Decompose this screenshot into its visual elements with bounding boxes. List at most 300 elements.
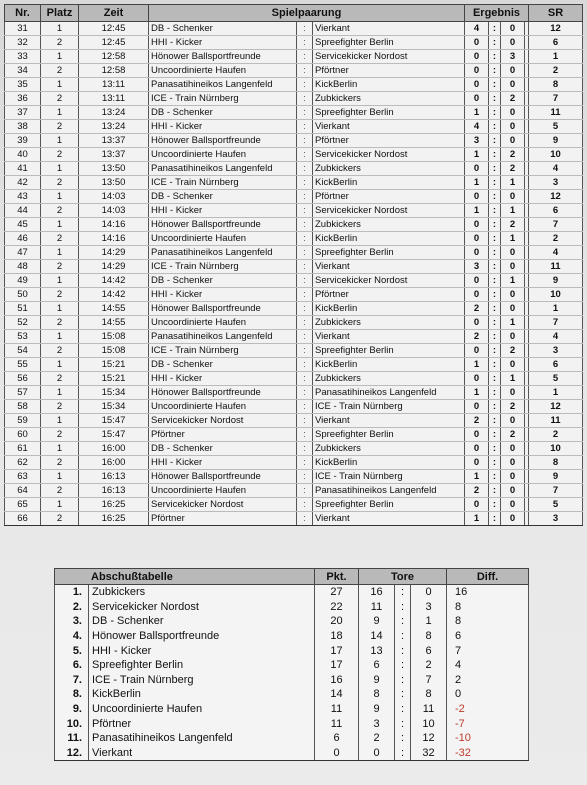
match-time: 13:11: [79, 92, 149, 106]
points: 20: [315, 614, 359, 629]
home-team: Hönower Ballsportfreunde: [149, 470, 297, 484]
referee-number: 11: [529, 260, 583, 274]
rank: 10.: [55, 716, 89, 731]
away-team: Vierkant: [313, 260, 465, 274]
goals-against: 3: [411, 600, 447, 615]
score-colon: :: [489, 386, 501, 400]
referee-number: 1: [529, 386, 583, 400]
away-score: 3: [501, 50, 525, 64]
pairing-separator: :: [297, 218, 313, 232]
match-field: 2: [41, 120, 79, 134]
away-score: 0: [501, 190, 525, 204]
match-field: 2: [41, 176, 79, 190]
pairing-separator: :: [297, 274, 313, 288]
referee-number: 12: [529, 22, 583, 36]
away-team: Servicekicker Nordost: [313, 50, 465, 64]
goals-against: 11: [411, 702, 447, 717]
match-row: [5, 358, 583, 372]
rank: 12.: [55, 746, 89, 761]
goals-against: 2: [411, 658, 447, 673]
match-field: 2: [41, 372, 79, 386]
home-score: 3: [465, 260, 489, 274]
home-team: Hönower Ballsportfreunde: [149, 50, 297, 64]
score-colon: :: [489, 484, 501, 498]
match-field: 2: [41, 36, 79, 50]
header-pkt: Pkt.: [315, 569, 359, 585]
match-row: [5, 344, 583, 358]
home-score: 0: [465, 64, 489, 78]
match-number: 41: [5, 162, 41, 176]
match-time: 13:50: [79, 176, 149, 190]
goals-colon: :: [395, 716, 411, 731]
match-row: [5, 22, 583, 36]
away-team: Servicekicker Nordost: [313, 274, 465, 288]
match-time: 14:03: [79, 190, 149, 204]
pairing-separator: :: [297, 232, 313, 246]
away-team: Pförtner: [313, 288, 465, 302]
home-team: HHI - Kicker: [149, 288, 297, 302]
home-score: 0: [465, 428, 489, 442]
header-spielpaarung: Spielpaarung: [149, 5, 465, 22]
goal-difference: 2: [447, 673, 529, 688]
away-score: 0: [501, 484, 525, 498]
away-score: 0: [501, 456, 525, 470]
match-row: [5, 498, 583, 512]
pairing-separator: :: [297, 22, 313, 36]
away-score: 0: [501, 498, 525, 512]
match-time: 14:55: [79, 302, 149, 316]
home-team: DB - Schenker: [149, 358, 297, 372]
pairing-separator: :: [297, 260, 313, 274]
pairing-separator: :: [297, 36, 313, 50]
pairing-separator: :: [297, 358, 313, 372]
match-field: 1: [41, 106, 79, 120]
home-score: 1: [465, 470, 489, 484]
score-colon: :: [489, 456, 501, 470]
score-colon: :: [489, 400, 501, 414]
goals-colon: :: [395, 614, 411, 629]
match-schedule-table: [4, 4, 583, 526]
header-nr: Nr.: [5, 5, 41, 22]
team-name: DB - Schenker: [89, 614, 315, 629]
match-field: 2: [41, 232, 79, 246]
score-colon: :: [489, 274, 501, 288]
match-time: 14:16: [79, 232, 149, 246]
team-name: Zubkickers: [89, 585, 315, 600]
away-team: Vierkant: [313, 120, 465, 134]
match-row: [5, 176, 583, 190]
score-colon: :: [489, 372, 501, 386]
header-platz: Platz: [41, 5, 79, 22]
away-team: Panasatihineikos Langenfeld: [313, 386, 465, 400]
match-number: 37: [5, 106, 41, 120]
goals-against: 10: [411, 716, 447, 731]
match-number: 63: [5, 470, 41, 484]
goals-against: 12: [411, 731, 447, 746]
match-number: 60: [5, 428, 41, 442]
away-score: 2: [501, 400, 525, 414]
referee-number: 9: [529, 134, 583, 148]
score-colon: :: [489, 414, 501, 428]
referee-number: 10: [529, 148, 583, 162]
match-time: 14:42: [79, 274, 149, 288]
score-colon: :: [489, 358, 501, 372]
match-row: [5, 204, 583, 218]
home-score: 2: [465, 302, 489, 316]
pairing-separator: :: [297, 302, 313, 316]
match-number: 65: [5, 498, 41, 512]
away-score: 0: [501, 470, 525, 484]
home-team: Hönower Ballsportfreunde: [149, 134, 297, 148]
match-number: 38: [5, 120, 41, 134]
score-colon: :: [489, 78, 501, 92]
away-score: 1: [501, 176, 525, 190]
match-row: [5, 456, 583, 470]
away-team: Spreefighter Berlin: [313, 344, 465, 358]
away-score: 0: [501, 106, 525, 120]
match-number: 62: [5, 456, 41, 470]
away-team: Pförtner: [313, 64, 465, 78]
referee-number: 11: [529, 106, 583, 120]
home-score: 0: [465, 218, 489, 232]
match-row: [5, 484, 583, 498]
match-time: 12:45: [79, 36, 149, 50]
score-colon: :: [489, 64, 501, 78]
match-row: [5, 288, 583, 302]
match-number: 49: [5, 274, 41, 288]
match-field: 1: [41, 498, 79, 512]
goal-difference: 4: [447, 658, 529, 673]
pairing-separator: :: [297, 428, 313, 442]
home-score: 0: [465, 92, 489, 106]
away-team: KickBerlin: [313, 358, 465, 372]
match-number: 36: [5, 92, 41, 106]
match-field: 2: [41, 288, 79, 302]
match-row: [5, 330, 583, 344]
pairing-separator: :: [297, 134, 313, 148]
away-score: 0: [501, 260, 525, 274]
match-field: 1: [41, 134, 79, 148]
rank: 11.: [55, 731, 89, 746]
home-team: HHI - Kicker: [149, 120, 297, 134]
home-score: 0: [465, 442, 489, 456]
away-team: Pförtner: [313, 190, 465, 204]
rank: 7.: [55, 673, 89, 688]
pairing-separator: :: [297, 372, 313, 386]
home-team: Uncoordinierte Haufen: [149, 148, 297, 162]
match-row: [5, 260, 583, 274]
match-field: 1: [41, 162, 79, 176]
home-team: Uncoordinierte Haufen: [149, 316, 297, 330]
referee-number: 4: [529, 162, 583, 176]
away-team: ICE - Train Nürnberg: [313, 400, 465, 414]
header-tore: Tore: [359, 569, 447, 585]
match-number: 52: [5, 316, 41, 330]
match-row: [5, 92, 583, 106]
away-score: 1: [501, 204, 525, 218]
standings-row: [55, 643, 529, 658]
team-name: Uncoordinierte Haufen: [89, 702, 315, 717]
goal-difference: 7: [447, 643, 529, 658]
match-time: 16:13: [79, 484, 149, 498]
away-team: KickBerlin: [313, 232, 465, 246]
away-score: 0: [501, 120, 525, 134]
pairing-separator: :: [297, 456, 313, 470]
match-row: [5, 442, 583, 456]
away-team: Pförtner: [313, 134, 465, 148]
match-row: [5, 64, 583, 78]
rank: 4.: [55, 629, 89, 644]
header-zeit: Zeit: [79, 5, 149, 22]
score-colon: :: [489, 442, 501, 456]
referee-number: 6: [529, 36, 583, 50]
points: 18: [315, 629, 359, 644]
score-colon: :: [489, 512, 501, 526]
schedule-body: [5, 22, 583, 526]
home-team: Servicekicker Nordost: [149, 414, 297, 428]
home-score: 0: [465, 78, 489, 92]
pairing-separator: :: [297, 78, 313, 92]
score-colon: :: [489, 204, 501, 218]
rank: 2.: [55, 600, 89, 615]
match-number: 51: [5, 302, 41, 316]
match-time: 15:08: [79, 344, 149, 358]
goals-for: 11: [359, 600, 395, 615]
home-team: HHI - Kicker: [149, 456, 297, 470]
standings-row: [55, 585, 529, 600]
standings-row: [55, 731, 529, 746]
referee-number: 5: [529, 498, 583, 512]
home-team: DB - Schenker: [149, 106, 297, 120]
match-time: 16:25: [79, 498, 149, 512]
referee-number: 7: [529, 316, 583, 330]
home-score: 0: [465, 274, 489, 288]
match-row: [5, 162, 583, 176]
score-colon: :: [489, 232, 501, 246]
match-time: 13:24: [79, 106, 149, 120]
score-colon: :: [489, 344, 501, 358]
match-time: 15:47: [79, 414, 149, 428]
goal-difference: 8: [447, 614, 529, 629]
pairing-separator: :: [297, 106, 313, 120]
points: 16: [315, 673, 359, 688]
team-name: Panasatihineikos Langenfeld: [89, 731, 315, 746]
match-number: 50: [5, 288, 41, 302]
points: 11: [315, 716, 359, 731]
home-team: DB - Schenker: [149, 274, 297, 288]
match-number: 46: [5, 232, 41, 246]
away-team: Spreefighter Berlin: [313, 498, 465, 512]
away-score: 1: [501, 372, 525, 386]
score-colon: :: [489, 176, 501, 190]
standings-row: [55, 614, 529, 629]
match-number: 48: [5, 260, 41, 274]
goals-for: 16: [359, 585, 395, 600]
home-score: 0: [465, 316, 489, 330]
referee-number: 4: [529, 246, 583, 260]
standings-row: [55, 658, 529, 673]
away-team: KickBerlin: [313, 78, 465, 92]
pairing-separator: :: [297, 288, 313, 302]
away-team: Spreefighter Berlin: [313, 106, 465, 120]
team-name: ICE - Train Nürnberg: [89, 673, 315, 688]
match-number: 56: [5, 372, 41, 386]
match-row: [5, 218, 583, 232]
referee-number: 5: [529, 372, 583, 386]
score-colon: :: [489, 190, 501, 204]
goals-colon: :: [395, 731, 411, 746]
match-field: 2: [41, 204, 79, 218]
match-time: 15:21: [79, 358, 149, 372]
goals-colon: :: [395, 687, 411, 702]
home-score: 4: [465, 22, 489, 36]
away-score: 0: [501, 22, 525, 36]
team-name: Spreefighter Berlin: [89, 658, 315, 673]
referee-number: 3: [529, 176, 583, 190]
referee-number: 9: [529, 470, 583, 484]
home-score: 0: [465, 246, 489, 260]
header-ergebnis: Ergebnis: [465, 5, 529, 22]
rank: 8.: [55, 687, 89, 702]
pairing-separator: :: [297, 92, 313, 106]
referee-number: 12: [529, 400, 583, 414]
points: 11: [315, 702, 359, 717]
away-score: 1: [501, 232, 525, 246]
score-colon: :: [489, 36, 501, 50]
away-score: 0: [501, 414, 525, 428]
referee-number: 6: [529, 358, 583, 372]
match-row: [5, 470, 583, 484]
match-time: 14:03: [79, 204, 149, 218]
away-score: 0: [501, 512, 525, 526]
score-colon: :: [489, 316, 501, 330]
score-colon: :: [489, 428, 501, 442]
home-score: 1: [465, 386, 489, 400]
goals-colon: :: [395, 746, 411, 761]
match-row: [5, 134, 583, 148]
goals-against: 32: [411, 746, 447, 761]
goals-against: 8: [411, 629, 447, 644]
goals-colon: :: [395, 702, 411, 717]
match-number: 47: [5, 246, 41, 260]
match-time: 13:50: [79, 162, 149, 176]
match-time: 15:34: [79, 400, 149, 414]
match-field: 2: [41, 512, 79, 526]
match-field: 1: [41, 330, 79, 344]
away-score: 2: [501, 344, 525, 358]
rank: 6.: [55, 658, 89, 673]
home-team: ICE - Train Nürnberg: [149, 344, 297, 358]
score-colon: :: [489, 288, 501, 302]
referee-number: 6: [529, 204, 583, 218]
goals-colon: :: [395, 600, 411, 615]
score-colon: :: [489, 162, 501, 176]
away-team: Vierkant: [313, 512, 465, 526]
away-team: Zubkickers: [313, 316, 465, 330]
away-score: 2: [501, 162, 525, 176]
standings-row: [55, 702, 529, 717]
away-score: 0: [501, 288, 525, 302]
goals-against: 0: [411, 585, 447, 600]
match-time: 12:45: [79, 22, 149, 36]
score-colon: :: [489, 260, 501, 274]
home-team: DB - Schenker: [149, 442, 297, 456]
match-row: [5, 414, 583, 428]
home-team: Hönower Ballsportfreunde: [149, 302, 297, 316]
referee-number: 11: [529, 414, 583, 428]
away-team: KickBerlin: [313, 456, 465, 470]
referee-number: 10: [529, 288, 583, 302]
standings-row: [55, 600, 529, 615]
match-number: 35: [5, 78, 41, 92]
rank: 5.: [55, 643, 89, 658]
home-score: 0: [465, 288, 489, 302]
away-team: Zubkickers: [313, 218, 465, 232]
match-number: 34: [5, 64, 41, 78]
away-team: Spreefighter Berlin: [313, 36, 465, 50]
standings-body: [55, 585, 529, 761]
away-score: 1: [501, 316, 525, 330]
away-score: 0: [501, 36, 525, 50]
match-field: 1: [41, 414, 79, 428]
away-score: 0: [501, 134, 525, 148]
away-score: 0: [501, 358, 525, 372]
pairing-separator: :: [297, 442, 313, 456]
standings-table: [54, 568, 529, 761]
match-time: 13:37: [79, 134, 149, 148]
match-field: 2: [41, 260, 79, 274]
team-name: Vierkant: [89, 746, 315, 761]
match-field: 2: [41, 400, 79, 414]
score-colon: :: [489, 498, 501, 512]
match-time: 15:08: [79, 330, 149, 344]
match-time: 13:11: [79, 78, 149, 92]
referee-number: 2: [529, 64, 583, 78]
score-colon: :: [489, 92, 501, 106]
pairing-separator: :: [297, 64, 313, 78]
goal-difference: 0: [447, 687, 529, 702]
match-row: [5, 302, 583, 316]
home-score: 1: [465, 358, 489, 372]
goal-difference: 6: [447, 629, 529, 644]
standings-row: [55, 746, 529, 761]
match-number: 32: [5, 36, 41, 50]
match-field: 2: [41, 316, 79, 330]
pairing-separator: :: [297, 190, 313, 204]
match-field: 1: [41, 386, 79, 400]
match-field: 1: [41, 442, 79, 456]
match-row: [5, 148, 583, 162]
team-name: Servicekicker Nordost: [89, 600, 315, 615]
team-name: Hönower Ballsportfreunde: [89, 629, 315, 644]
match-row: [5, 372, 583, 386]
match-row: [5, 78, 583, 92]
match-number: 61: [5, 442, 41, 456]
home-score: 1: [465, 204, 489, 218]
match-time: 15:21: [79, 372, 149, 386]
standings-row: [55, 629, 529, 644]
points: 17: [315, 658, 359, 673]
pairing-separator: :: [297, 498, 313, 512]
match-field: 1: [41, 358, 79, 372]
score-colon: :: [489, 120, 501, 134]
match-row: [5, 512, 583, 526]
match-number: 45: [5, 218, 41, 232]
score-colon: :: [489, 148, 501, 162]
home-score: 0: [465, 36, 489, 50]
match-time: 15:34: [79, 386, 149, 400]
pairing-separator: :: [297, 162, 313, 176]
